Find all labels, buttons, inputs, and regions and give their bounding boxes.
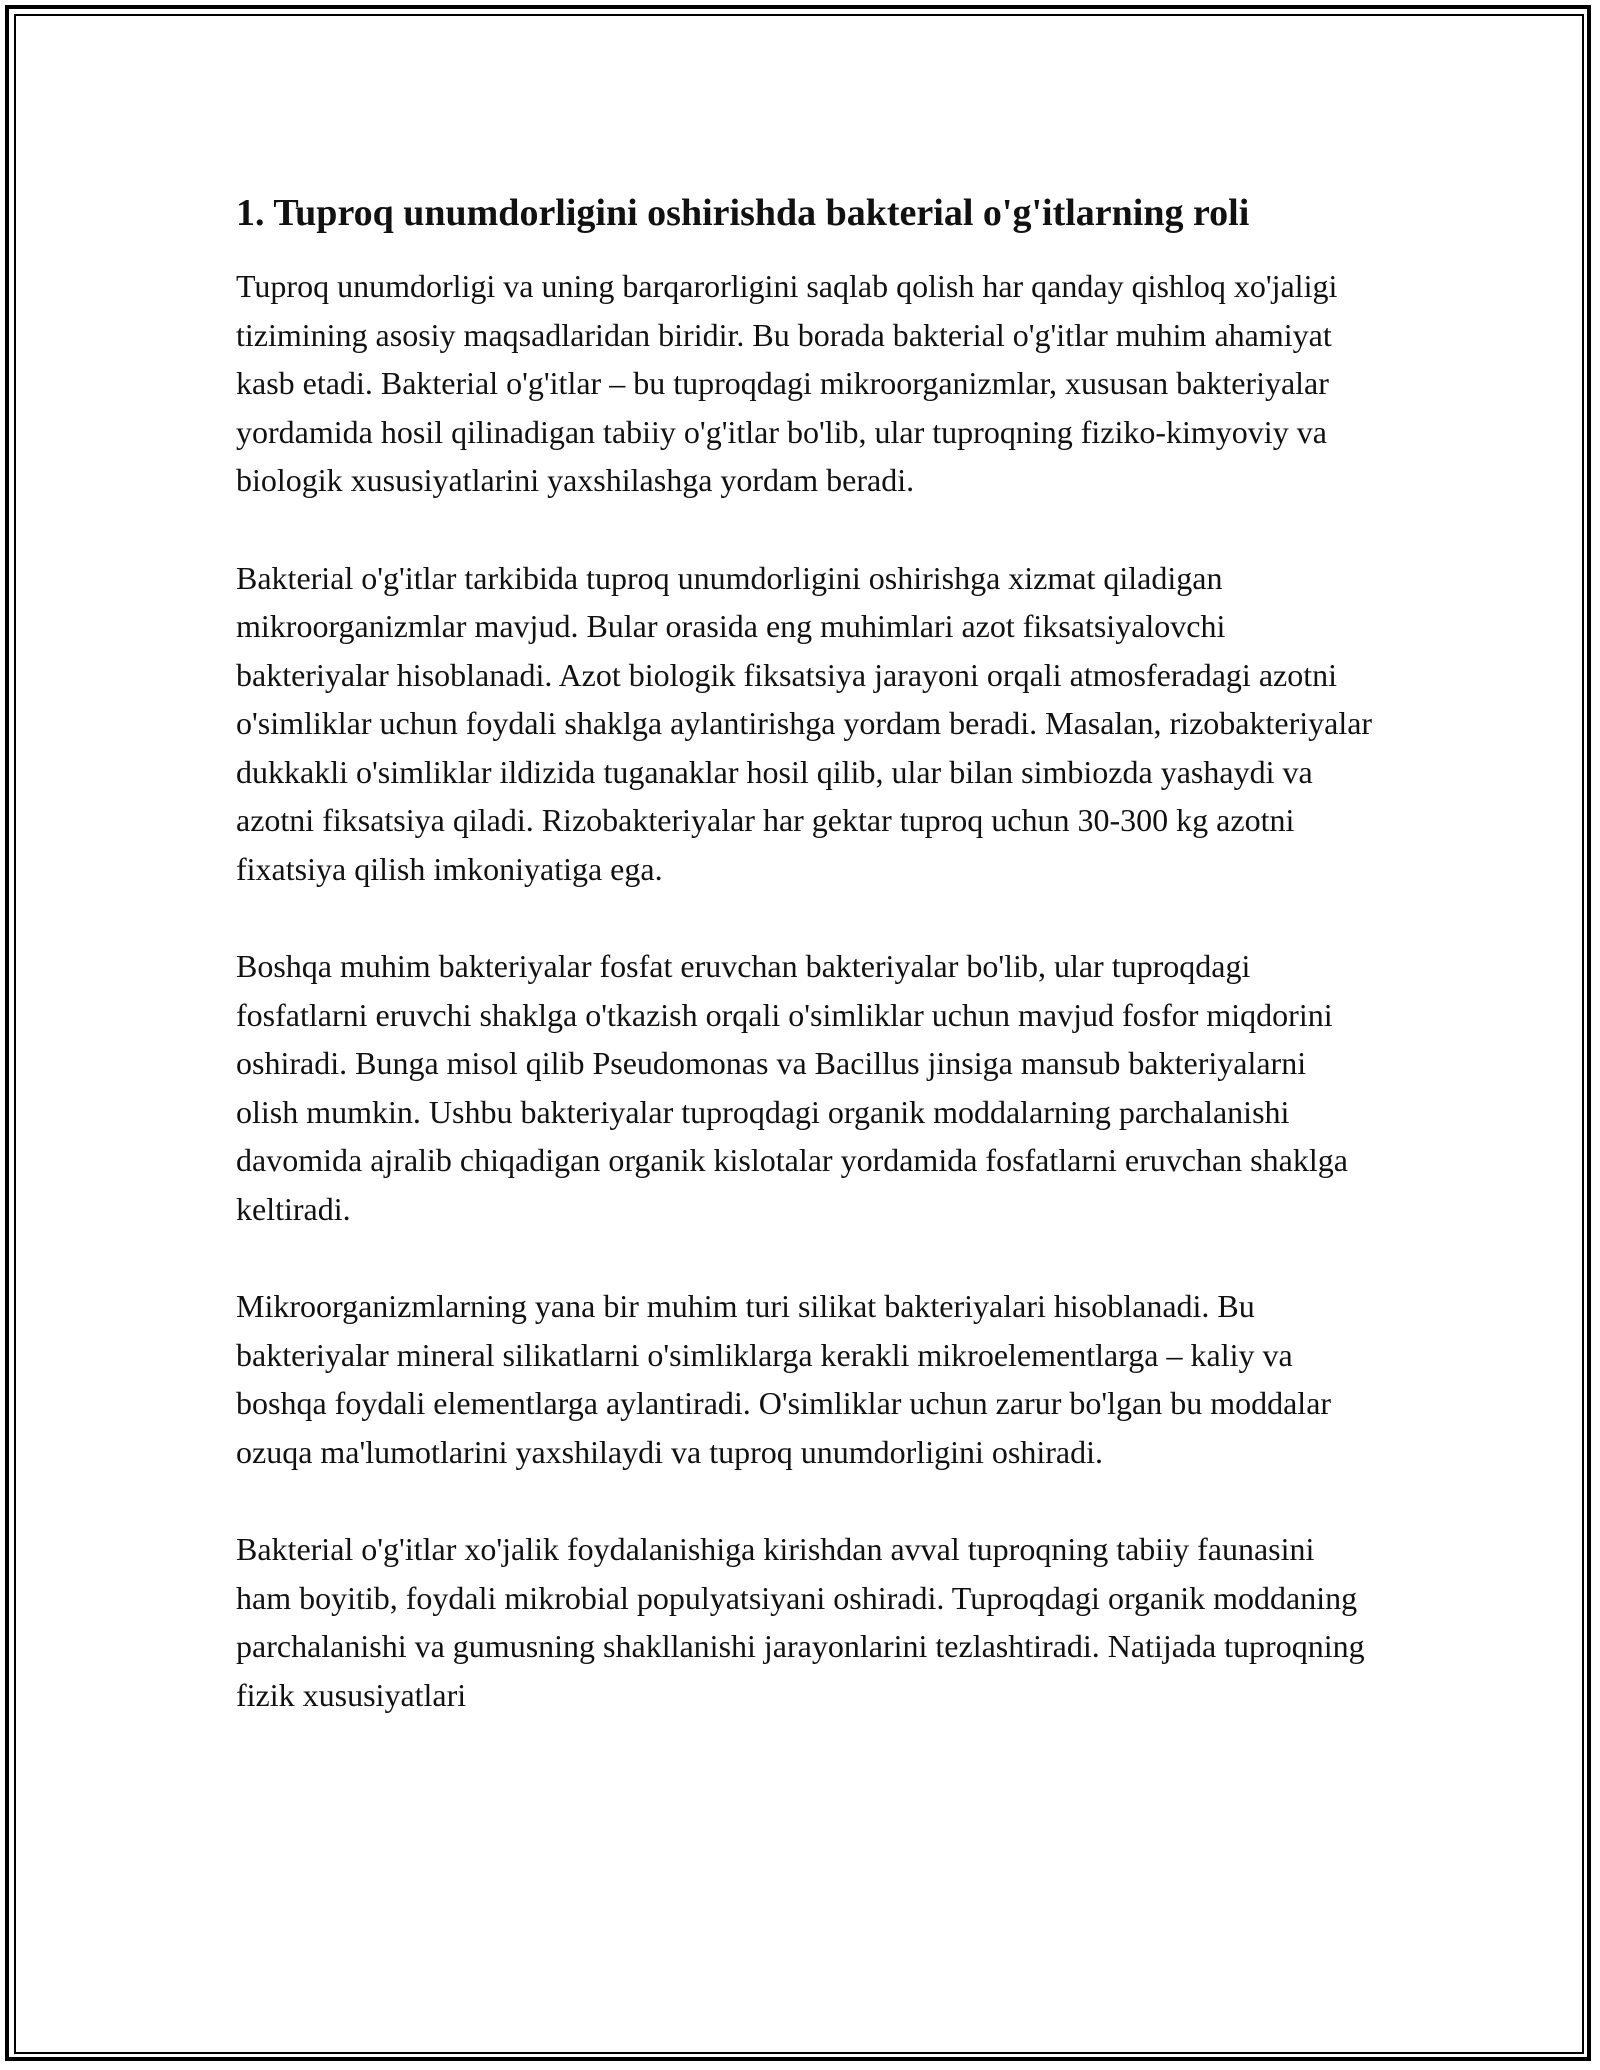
paragraph-3: Boshqa muhim bakteriyalar fosfat eruvchan bakteriyalar bo'lib, ular tuproqdagi fosfatlarni eruvchi shaklga o'tkazish orqali o'simliklar uchun mavjud fosfor miqdorini oshiradi. Bunga misol qilib Pseudomonas va Bacillus jinsiga mansub bakteriyalarni olish mumkin. Ushbu bakteriyalar tuproqdagi organik moddalarning parchalanishi davomida ajralib chiqadigan organik kislotalar yordamida fosfatlarni eruvchan shaklga keltiradi. xyxy=(236,948,1348,1227)
paragraph-1: Tuproq unumdorligi va uning barqarorligini saqlab qolish har qanday qishloq xo'jaligi tizimining asosiy maqsadlaridan biridir. Bu borada bakterial o'g'itlar muhim ahamiyat kasb etadi. Bakterial o'g'itlar – bu tuproqdagi mikroorganizmlar, xususan bakteriyalar yordamida hosil qilinadigan tabiiy o'g'itlar bo'lib, ular tuproqning fiziko-kimyoviy va biologik xususiyatlarini yaxshilashga yordam beradi. xyxy=(236,268,1338,498)
paragraph-5: Bakterial o'g'itlar xo'jalik foydalanishiga kirishdan avval tuproqning tabiiy faunasini ham boyitib, foydali mikrobial populyatsiyani oshiradi. Tuproqdagi organik moddaning parchalanishi va gumusning shakllanishi jarayonlarini tezlashtiradi. Natijada tuproqning fizik xususiyatlari xyxy=(236,1531,1365,1713)
document-body xyxy=(236,186,1376,1768)
paragraph-2: Bakterial o'g'itlar tarkibida tuproq unumdorligini oshirishga xizmat qiladigan mikroorganizmlar mavjud. Bular orasida eng muhimlari azot fiksatsiyalovchi bakteriyalar hisoblanadi. Azot biologik fiksatsiya jarayoni orqali atmosferadagi azotni o'simliklar uchun foydali shaklga aylantirishga yordam beradi. Masalan, rizobakteriyalar dukkakli o'simliklar ildizida tuganaklar hosil qilib, ular bilan simbiozda yashaydi va azotni fiksatsiya qiladi. Rizobakteriyalar har gektar tuproq uchun 30-300 kg azotni fixatsiya qilish imkoniyatiga ega. xyxy=(236,559,1373,887)
paragraph-4: Mikroorganizmlarning yana bir muhim turi silikat bakteriyalari hisoblanadi. Bu bakteriyalar mineral silikatlarni o'simliklarga kerakli mikroelementlarga – kaliy va boshqa foydali elementlarga aylantiradi. O'simliklar uchun zarur bo'lgan bu moddalar ozuqa ma'lumotlarini yaxshilaydi va tuproq unumdorligini oshiradi. xyxy=(236,1288,1332,1470)
section-heading: 1. Tuproq unumdorligini oshirishda bakterial o'g'itlarning roli xyxy=(236,192,1250,234)
